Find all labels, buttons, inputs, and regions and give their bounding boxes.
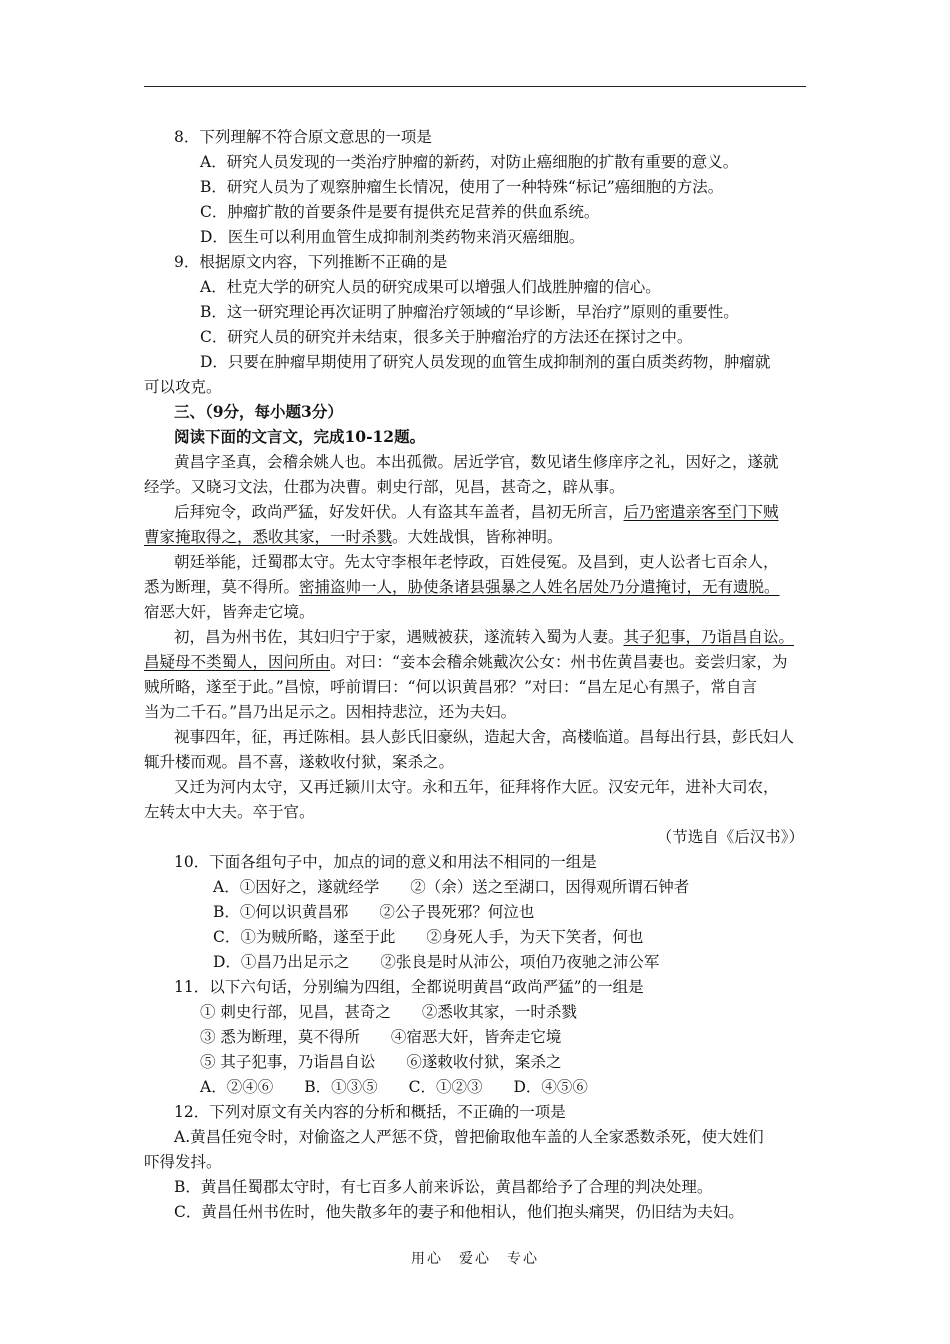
q11-row2: ③ 悉为断理，莫不得所 ④宿恶大奸，皆奔走它境: [200, 1028, 562, 1046]
q11-row3: ⑤ 其子犯事，乃诣昌自讼 ⑥遂敕收付狱，案杀之: [200, 1053, 562, 1071]
passage-p4-line2: [144, 652, 787, 672]
passage-p3-line1: 朝廷举能，迁蜀郡太守。先太守李根年老悖政，百姓侵冤。及昌到，吏人讼者七百余人，: [174, 553, 779, 571]
q12-option-a-line2: 吓得发抖。: [144, 1153, 222, 1171]
q10-option-a: A．①因好之，遂就经学 ②（余）送之至湖口，因得观所谓石钟者: [213, 878, 690, 896]
q10-option-c: C．①为贼所略，遂至于此 ②身死人手，为天下笑者，何也: [213, 928, 644, 946]
passage-text: 。大姓战惧，皆称神明。: [392, 528, 563, 546]
q9-stem: 9．根据原文内容，下列推断不正确的是: [174, 253, 448, 271]
q9-option-d-line2: 可以攻克。: [144, 378, 222, 396]
underlined-sentence: 昌疑母不类蜀人，因问所由: [144, 653, 331, 671]
passage-text: 悉为断理，莫不得所。: [144, 578, 300, 596]
passage-text: 。对曰：“妾本会稽余姚戴次公女：州书佐黄昌妻也。妾尝归家，为: [330, 653, 788, 671]
passage-p4-line4: 当为二千石。”昌乃出足示之。因相持悲泣，还为夫妇。: [144, 703, 517, 721]
q11-options: A．②④⑥ B．①③⑤ C．①②③ D．④⑤⑥: [200, 1078, 588, 1096]
passage-source: （节选自《后汉书》）: [656, 828, 804, 846]
passage-p3-line2: [144, 577, 780, 597]
passage-text: 后拜宛令，政尚严猛，好发奸伏。人有盗其车盖者，昌初无所言，: [174, 503, 624, 521]
section3-instruction: 阅读下面的文言文，完成10-12题。: [174, 427, 426, 446]
q9-option-a: A．杜克大学的研究人员的研究成果可以增强人们战胜肿瘤的信心。: [200, 278, 661, 296]
passage-p4-line3: 贼所略，遂至于此。”昌惊，呼前谓曰：“何以识黄昌邪？”对曰：“昌左足心有黑子，常自言: [144, 678, 757, 696]
passage-p1-line2: 经学。又晓习文法，仕郡为决曹。刺史行部，见昌，甚奇之，辟从事。: [144, 478, 625, 496]
passage-p5-line1: 视事四年，征，再迁陈相。县人彭氏旧豪纵，造起大舍，高楼临道。昌每出行县，彭氏妇人: [174, 728, 795, 746]
underlined-sentence: 后乃密遣亲客至门下贼: [623, 503, 779, 521]
q8-option-a: A．研究人员发现的一类治疗肿瘤的新药，对防止癌细胞的扩散有重要的意义。: [200, 153, 739, 171]
q9-option-b: B．这一研究理论再次证明了肿瘤治疗领域的“早诊断，早治疗”原则的重要性。: [200, 303, 739, 321]
passage-text: 初，昌为州书佐，其妇归宁于家，遇贼被获，遂流转入蜀为人妻。: [174, 628, 624, 646]
q10-option-d: D．①昌乃出足示之 ②张良是时从沛公，项伯乃夜驰之沛公军: [213, 953, 660, 971]
q12-stem: 12．下列对原文有关内容的分析和概括，不正确的一项是: [174, 1103, 566, 1121]
q12-option-a-line1: A.黄昌任宛令时，对偷盗之人严惩不贷，曾把偷取他车盖的人全家悉数杀死，使大姓们: [174, 1128, 764, 1146]
header-rule: [144, 86, 806, 87]
passage-p6-line1: 又迁为河内太守，又再迁颍川太守。永和五年，征拜将作大匠。汉安元年，进补大司农，: [174, 778, 779, 796]
section3-heading: 三、（9分，每小题3分）: [174, 402, 343, 421]
q8-option-d: D．医生可以利用血管生成抑制剂类药物来消灭癌细胞。: [200, 228, 585, 246]
q11-row1: ① 刺史行部，见昌，甚奇之 ②悉收其家，一时杀戮: [200, 1003, 577, 1021]
q8-option-b: B．研究人员为了观察肿瘤生长情况，使用了一种特殊“标记”癌细胞的方法。: [200, 178, 724, 196]
passage-p6-line2: 左转太中大夫。卒于官。: [144, 803, 315, 821]
passage-p1-line1: 黄昌字圣真，会稽余姚人也。本出孤微。居近学官，数见诸生修庠序之礼，因好之，遂就: [174, 453, 779, 471]
q9-option-c: C．研究人员的研究并未结束，很多关于肿瘤治疗的方法还在探讨之中。: [200, 328, 693, 346]
q11-stem: 11．以下六句话，分别编为四组，全都说明黄昌“政尚严猛”的一组是: [174, 978, 644, 996]
q8-option-c: C．肿瘤扩散的首要条件是要有提供充足营养的供血系统。: [200, 203, 600, 221]
q9-option-d-line1: D．只要在肿瘤早期使用了研究人员发现的血管生成抑制剂的蛋白质类药物，肿瘤就: [200, 353, 771, 371]
underlined-sentence: 曹家掩取得之，悉收其家，一时杀戮: [144, 528, 393, 546]
underlined-sentence: 其子犯事，乃诣昌自讼。: [623, 628, 795, 646]
page-footer: 用心 爱心 专心: [411, 1251, 539, 1267]
passage-p2-line1: [174, 502, 779, 522]
q10-stem: 10．下面各组句子中，加点的词的意义和用法不相同的一组是: [174, 853, 597, 871]
passage-p4-line1: [174, 627, 794, 647]
passage-p2-line2: [144, 527, 563, 547]
underlined-sentence: 密捕盗帅一人，胁使条诸县强暴之人姓名居处乃分遣掩讨，无有遗脱。: [299, 578, 780, 596]
q10-option-b: B．①何以识黄昌邪 ②公子畏死邪？何泣也: [213, 903, 535, 921]
passage-p5-line2: 辄升楼而观。昌不喜，遂敕收付狱，案杀之。: [144, 753, 455, 771]
q12-option-b: B．黄昌任蜀郡太守时，有七百多人前来诉讼，黄昌都给予了合理的判决处理。: [174, 1178, 713, 1196]
passage-p3-line3: 宿恶大奸，皆奔走它境。: [144, 603, 315, 621]
q8-stem: 8．下列理解不符合原文意思的一项是: [174, 128, 432, 146]
q12-option-c: C．黄昌任州书佐时，他失散多年的妻子和他相认，他们抱头痛哭，仍旧结为夫妇。: [174, 1203, 744, 1221]
